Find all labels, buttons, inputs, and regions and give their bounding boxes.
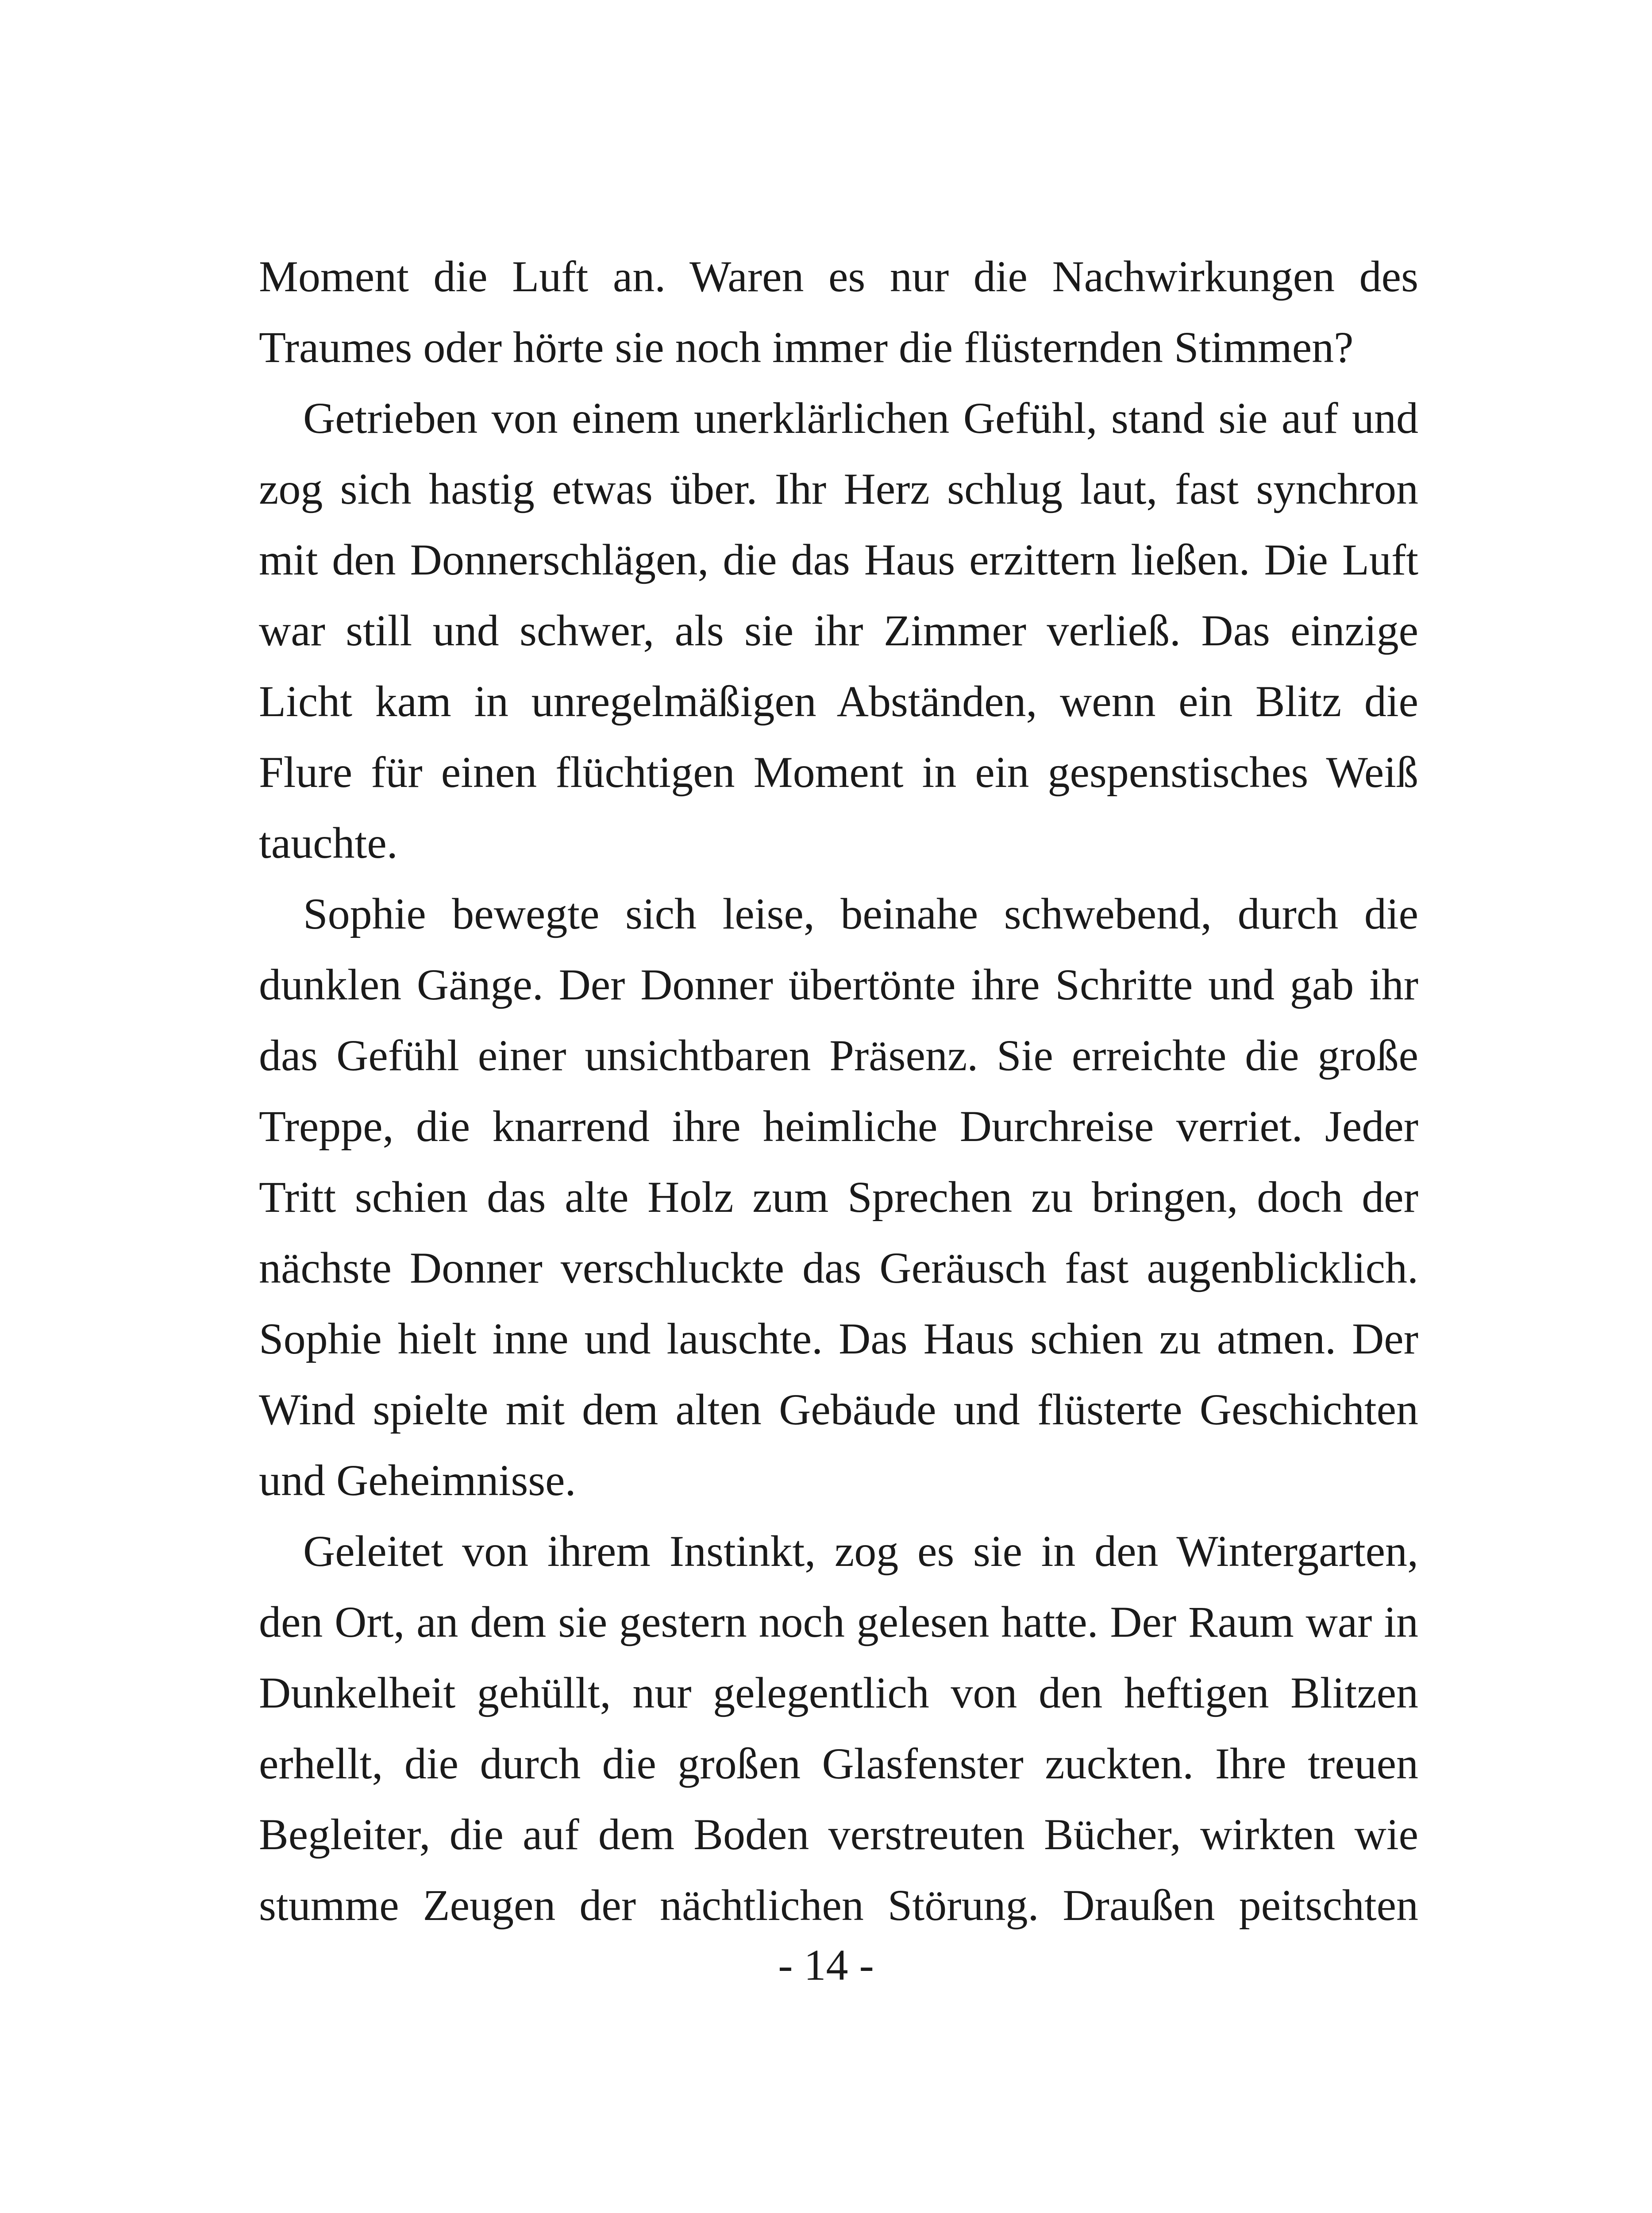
paragraph-3: Sophie bewegte sich leise, beinahe schwebend, durch die dunklen Gänge. Der Donner übertönte ihre Schritte und gab ihr das Gefühl einer unsichtbaren Präsenz. Sie erreichte die große Treppe, die knarrend ihre heimliche Durchreise verriet. Jeder Tritt schien das alte Holz zum Sprechen zu bringen, doch der nächste Donner verschluckte das Geräusch fast augenblicklich. Sophie hielt inne und lauschte. Das Haus schien zu atmen. Der Wind spielte mit dem alten Gebäude und flüsterte Geschichten und Geheimnisse. <box>259 889 1418 1505</box>
paragraph-4: Geleitet von ihrem Instinkt, zog es sie in den Wintergarten, den Ort, an dem sie gestern noch gelesen hatte. Der Raum war in Dunkelheit gehüllt, nur gelegentlich von den heftigen Blitzen erhellt, die durch die großen Glasfenster zuckten. Ihre treuen Begleiter, die auf dem Boden verstreuten Bücher, wirkten wie stumme Zeugen der nächtlichen Störung. Draußen peitschten <box>259 1527 1418 1930</box>
paragraph-1: Moment die Luft an. Waren es nur die Nachwirkungen des Traumes oder hörte sie noch immer die flüsternden Stimmen? <box>259 252 1418 372</box>
body-text <box>259 241 1418 1941</box>
paragraph-2: Getrieben von einem unerklärlichen Gefühl, stand sie auf und zog sich hastig etwas über. Ihr Herz schlug laut, fast synchron mit den Donnerschlägen, die das Haus erzittern ließen. Die Luft war still und schwer, als sie ihr Zimmer verließ. Das einzige Licht kam in unregelmäßigen Abständen, wenn ein Blitz die Flure für einen flüchtigen Moment in ein gespenstisches Weiß tauchte. <box>259 393 1418 867</box>
page-number: - 14 - <box>778 1940 874 1989</box>
